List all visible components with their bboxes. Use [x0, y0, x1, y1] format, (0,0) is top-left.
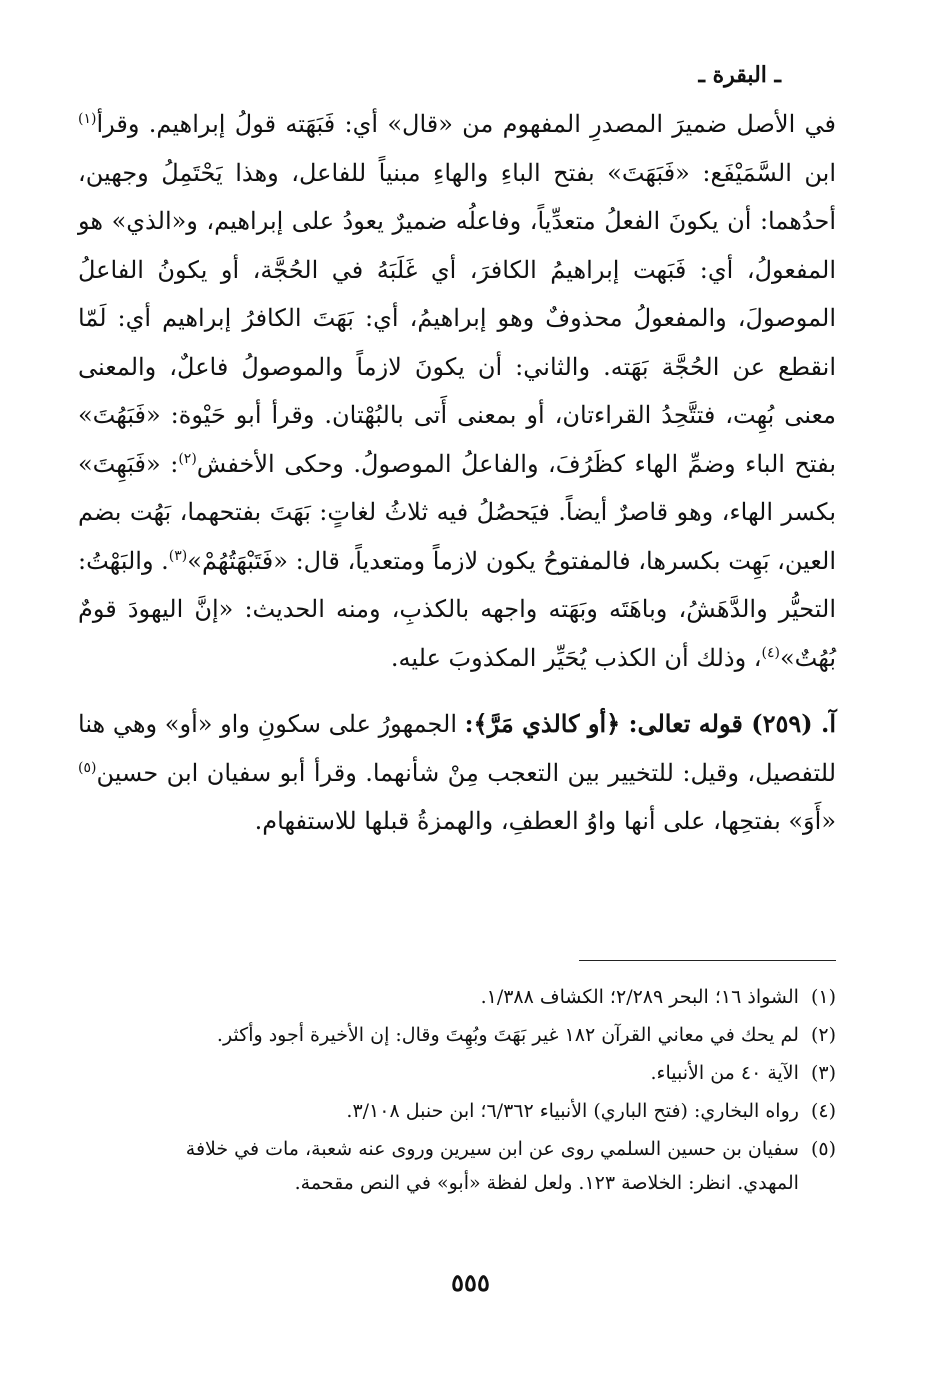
footnote-ref-1[interactable]: (١) [78, 111, 97, 127]
paragraph-2-text-cont: «أَوَ» بفتحِها، على أنها واوُ العطفِ، والهمزةُ قبلها للاستفهام. [254, 807, 836, 835]
footnote-number: (١) [810, 986, 836, 1008]
paragraph-1-text-cont4: ، وذلك أن الكذب يُحَيِّر المكذوبَ عليه. [390, 643, 762, 672]
main-text [78, 100, 836, 846]
footnote-ref-4[interactable]: (٤) [761, 644, 780, 661]
footnote-5 [120, 1132, 836, 1200]
footnote-4 [120, 1094, 836, 1128]
footnote-text: سفيان بن حسين السلمي روى عن ابن سيرين وروى عنه شعبة، مات في خلافة المهدي. انظر: الخلاصة ١٢٣. ولعل لفظة «أبو» في النص مقحمة. [185, 1138, 799, 1194]
footnote-text: الآية ٤٠ من الأنبياء. [650, 1062, 799, 1084]
footnote-number: (٤) [810, 1100, 836, 1122]
footnote-number: (٣) [810, 1062, 836, 1084]
footnote-number: (٥) [810, 1138, 836, 1160]
paragraph-2 [78, 700, 836, 846]
paragraph-1-text-cont2: : «فَبَهِتَ» بكسر الهاء، وهو قاصرٌ أيضاً. فيَحصُلُ فيه ثلاثُ لغاتٍ: بَهَتَ بفتحهما، بَهُت بضم العين، بَهِت بكسرها، فالمفتوحُ يكون لازماً ومتعدياً، قال: «فَتَبْهَتُهُمْ» [78, 449, 836, 575]
verse-heading: آ. (٢٥٩) قوله تعالى: ﴿أو كالذي مَرَّ﴾: [464, 709, 837, 738]
footnote-text: رواه البخاري: (فتح الباري) الأنبياء ٦/٣٦٢؛ ابن حنبل ٣/١٠٨. [346, 1100, 799, 1122]
footnote-ref-2[interactable]: (٢) [178, 450, 197, 467]
paragraph-2-text: الجمهورُ على سكونِ واو «أو» وهي هنا للتفصيل، وقيل: للتخيير بين التعجب مِنْ شأنهما. وقرأ أبو سفيان ابن حسين [78, 710, 837, 787]
footnote-number: (٢) [810, 1024, 836, 1046]
footnote-2 [120, 1018, 836, 1052]
footnote-ref-3[interactable]: (٣) [168, 547, 188, 564]
paragraph-1-text-cont: ابن السَّمَيْفَع: «فَبَهَتَ» بفتح الباءِ والهاءِ مبنياً للفاعل، وهذا يَحْتَمِلُ وجهين، أحدُهما: أن يكونَ الفعلُ متعدِّياً، وفاعلُه ضميرٌ يعودُ على إبراهيم، و«الذي» هو المفعولُ، أي: فَبَهت إبراهيمُ الكافرَ، أي غَلَبَهُ في الحُجَّة، أو يكونُ الفاعلُ الموصولَ، والمفعولُ محذوفٌ وهو إبراهيمُ، أي: بَهَتَ الكافرُ إبراهيم أي: لَمّا انقطع عن الحُجَّة بَهَته. والثاني: أن يكونَ لازماً والموصولُ فاعلٌ، والمعنى معنى بُهِت، فتتَّحِدُ القراءتان، أو بمعنى أَتى بالبُهْتان. وقرأ أبو حَيْوة: «فَبَهُتَ» بفتح الباء وضمِّ الهاء كظَرُفَ، والفاعلُ الموصولُ. وحكى الأخفش [78, 158, 836, 478]
footnote-1 [120, 980, 836, 1014]
footnote-separator [579, 960, 836, 961]
footnote-ref-5[interactable]: (٥) [78, 759, 97, 776]
paragraph-1 [78, 100, 836, 682]
footnotes [120, 980, 836, 1204]
page-number: ٥٥٥ [451, 1268, 490, 1297]
footnote-3 [120, 1056, 836, 1090]
paragraph-1-text-cont3: . والبَهْتُ: التحيُّر والدَّهَشُ، وباهَتَه وبَهَته واجهه بالكذبِ، ومنه الحديث: «إنَّ اليهودَ قومٌ بُهُتٌ» [78, 546, 836, 672]
paragraph-1-text: في الأصل ضميرَ المصدرِ المفهوم من «قال» أي: فَبَهَته قولُ إبراهيم. وقرأ [96, 110, 836, 138]
footnote-text: الشواذ ١٦؛ البحر ٢/٢٨٩؛ الكشاف ١/٣٨٨. [480, 986, 799, 1008]
running-header: ـ البقرة ـ [698, 62, 781, 88]
footnote-text: لم يحك في معاني القرآن ١٨٢ غير بَهَتَ وبُهِتَ وقال: إن الأخيرة أجود وأكثر. [216, 1024, 799, 1046]
